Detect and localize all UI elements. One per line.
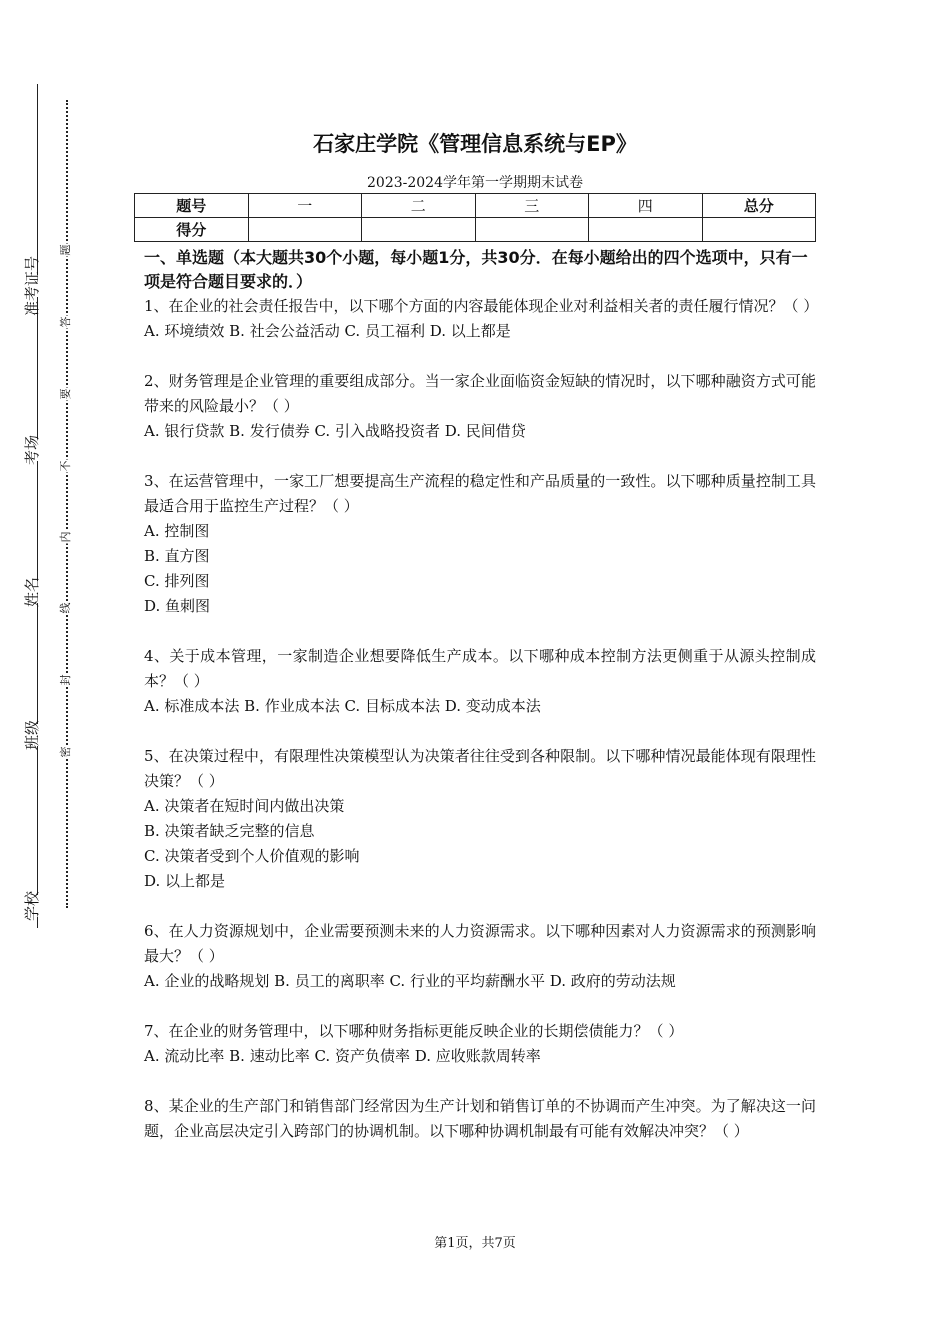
question-option: D. 以上都是 [144, 872, 226, 890]
binding-dotted-line [66, 100, 68, 908]
question-option: A. 决策者在短时间内做出决策 [144, 797, 345, 815]
question-item [144, 294, 819, 344]
score-table-header-row [135, 194, 816, 218]
question-option: B. 直方图 [144, 547, 210, 565]
question-item [144, 369, 816, 444]
question-option: D. 鱼刺图 [144, 597, 211, 615]
question-options: A. 流动比率 B. 速动比率 C. 资产负债率 D. 应收账款周转率 [144, 1047, 541, 1065]
score-header-cell: 二 [362, 194, 476, 218]
seal-char: 答 [59, 316, 72, 328]
question-stem: 1、在企业的社会责任报告中，以下哪个方面的内容最能体现企业对利益相关者的责任履行情况？（ ） [144, 297, 819, 315]
question-options: A. 企业的战略规划 B. 员工的离职率 C. 行业的平均薪酬水平 D. 政府的劳动法规 [144, 972, 676, 990]
binding-solid-line [37, 84, 38, 928]
question-option: C. 排列图 [144, 572, 210, 590]
score-header-cell: 四 [589, 194, 703, 218]
score-input-cell[interactable] [702, 218, 816, 242]
question-option: A. 控制图 [144, 522, 210, 540]
question-item [144, 469, 816, 619]
question-stem: 8、某企业的生产部门和销售部门经常因为生产计划和销售订单的不协调而产生冲突。为了解决这一问题，企业高层决定引入跨部门的协调机制。以下哪种协调机制最有可能有效解决冲突？（ ） [144, 1097, 816, 1140]
score-table [134, 193, 816, 242]
score-header-cell: 总分 [702, 194, 816, 218]
seal-char: 内 [59, 531, 72, 543]
question-options: A. 标准成本法 B. 作业成本法 C. 目标成本法 D. 变动成本法 [144, 697, 541, 715]
question-item [144, 644, 816, 719]
question-option: C. 决策者受到个人价值观的影响 [144, 847, 360, 865]
field-label-exam-room: 考场 [23, 434, 41, 465]
question-stem: 2、财务管理是企业管理的重要组成部分。当一家企业面临资金短缺的情况时，以下哪种融资方式可能带来的风险最小？（ ） [144, 372, 816, 415]
score-input-cell[interactable] [475, 218, 589, 242]
question-option: B. 决策者缺乏完整的信息 [144, 822, 315, 840]
field-label-class: 班级 [23, 719, 41, 750]
field-label-name: 姓名 [23, 576, 41, 607]
field-label-school: 学校 [23, 890, 41, 921]
question-options: A. 环境绩效 B. 社会公益活动 C. 员工福利 D. 以上都是 [144, 322, 511, 340]
seal-char: 密 [59, 746, 72, 758]
question-item [144, 1019, 816, 1069]
question-stem: 4、关于成本管理，一家制造企业想要降低生产成本。以下哪种成本控制方法更侧重于从源头控制成本？（ ） [144, 647, 816, 690]
score-input-cell[interactable] [362, 218, 476, 242]
page-footer: 第1页，共7页 [434, 1236, 516, 1251]
score-table-score-row [135, 218, 816, 242]
seal-char: 要 [59, 388, 72, 400]
field-label-exam-number: 准考证号 [23, 255, 41, 316]
seal-char: 封 [59, 674, 72, 686]
section-title: 一、单选题（本大题共30个小题，每小题1分，共30分．在每小题给出的四个选项中，只有一项是符合题目要求的．） [144, 248, 808, 291]
seal-char: 题 [59, 244, 72, 256]
score-row-label: 得分 [135, 218, 249, 242]
question-item [144, 744, 816, 894]
score-header-cell: 题号 [135, 194, 249, 218]
question-stem: 5、在决策过程中，有限理性决策模型认为决策者往往受到各种限制。以下哪种情况最能体现有限理性决策？（ ） [144, 747, 816, 790]
exam-title: 石家庄学院《管理信息系统与EP》 [313, 132, 637, 156]
question-stem: 3、在运营管理中，一家工厂想要提高生产流程的稳定性和产品质量的一致性。以下哪种质量控制工具最适合用于监控生产过程？（ ） [144, 472, 816, 515]
score-input-cell[interactable] [589, 218, 703, 242]
seal-char: 线 [59, 602, 72, 614]
score-header-cell: 三 [475, 194, 589, 218]
seal-char: 不 [59, 460, 72, 472]
question-item [144, 919, 816, 994]
score-header-cell: 一 [248, 194, 362, 218]
score-input-cell[interactable] [248, 218, 362, 242]
question-stem: 7、在企业的财务管理中，以下哪种财务指标更能反映企业的长期偿债能力？（ ） [144, 1022, 684, 1040]
question-options: A. 银行贷款 B. 发行债券 C. 引入战略投资者 D. 民间借贷 [144, 422, 526, 440]
exam-subtitle: 2023-2024学年第一学期期末试卷 [367, 175, 583, 191]
question-item [144, 1094, 816, 1144]
question-list [144, 294, 819, 1169]
question-stem: 6、在人力资源规划中，企业需要预测未来的人力资源需求。以下哪种因素对人力资源需求的预测影响最大？（ ） [144, 922, 816, 965]
